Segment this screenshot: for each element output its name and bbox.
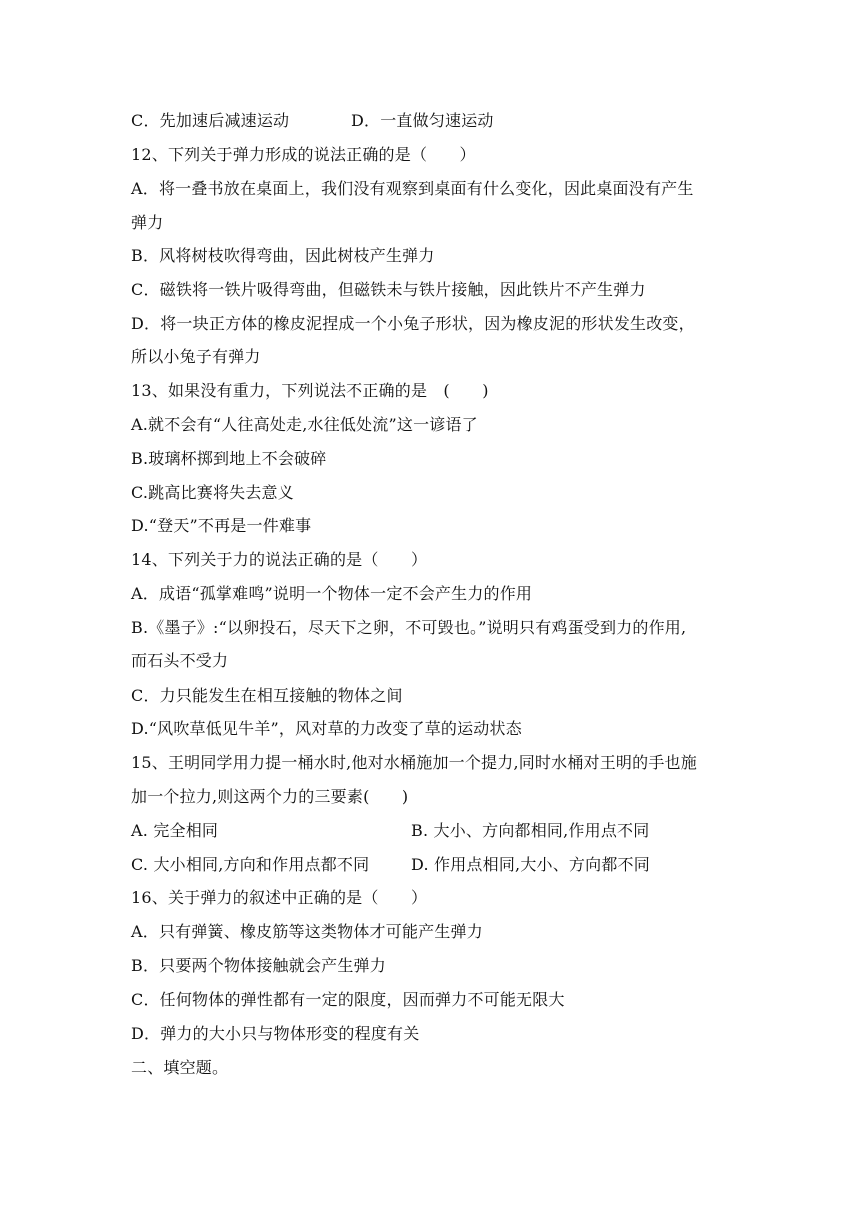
option-continuation: 而石头不受力 [131, 651, 229, 670]
option-line: D．一直做匀速运动 [351, 111, 494, 130]
question-continuation: 加一个拉力,则这两个力的三要素( ) [131, 787, 409, 806]
option-line: B．风将树枝吹得弯曲，因此树枝产生弹力 [131, 246, 435, 265]
option-line: C. 大小相同,方向和作用点都不同 [131, 855, 370, 874]
option-line: B. 大小、方向都相同,作用点不同 [411, 821, 650, 840]
option-line: A．成语“孤掌难鸣”说明一个物体一定不会产生力的作用 [131, 584, 533, 603]
option-line: D．将一块正方体的橡皮泥捏成一个小兔子形状，因为橡皮泥的形状发生改变， [131, 314, 695, 333]
option-line: B.《墨子》:“以卵投石，尽天下之卵，不可毁也。”说明只有鸡蛋受到力的作用, [131, 618, 687, 637]
option-line: A．将一叠书放在桌面上，我们没有观察到桌面有什么变化，因此桌面没有产生 [131, 179, 694, 198]
question-title: 14、下列关于力的说法正确的是（ ） [131, 550, 428, 569]
option-line: C.跳高比赛将失去意义 [131, 483, 294, 502]
option-line: C．任何物体的弹性都有一定的限度，因而弹力不可能无限大 [131, 990, 565, 1009]
option-continuation: 所以小兔子有弹力 [131, 347, 261, 366]
option-continuation: 弹力 [131, 213, 164, 232]
option-line: C．磁铁将一铁片吸得弯曲，但磁铁未与铁片接触，因此铁片不产生弹力 [131, 280, 646, 299]
option-line: C．力只能发生在相互接触的物体之间 [131, 686, 403, 705]
option-line: A．只有弹簧、橡皮筋等这类物体才可能产生弹力 [131, 922, 483, 941]
option-line: A.就不会有“人往高处走,水往低处流”这一谚语了 [131, 415, 478, 434]
option-line: B．只要两个物体接触就会产生弹力 [131, 956, 386, 975]
option-line: A. 完全相同 [131, 821, 219, 840]
option-line: D．弹力的大小只与物体形变的程度有关 [131, 1024, 420, 1043]
option-line: C．先加速后减速运动 [131, 111, 290, 130]
question-title: 16、关于弹力的叙述中正确的是（ ） [131, 888, 428, 907]
option-line: D.“登天”不再是一件难事 [131, 516, 312, 535]
question-title: 12、下列关于弹力形成的说法正确的是（ ） [131, 145, 476, 164]
question-title: 13、如果没有重力，下列说法不正确的是 ( ) [131, 381, 489, 400]
question-title: 15、王明同学用力提一桶水时,他对水桶施加一个提力,同时水桶对王明的手也施 [131, 753, 697, 772]
option-line: B.玻璃杯掷到地上不会破碎 [131, 449, 327, 468]
section-heading: 二、填空题。 [131, 1058, 229, 1077]
option-line: D. 作用点相同,大小、方向都不同 [411, 855, 650, 874]
option-line: D.“风吹草低见牛羊”，风对草的力改变了草的运动状态 [131, 719, 522, 738]
